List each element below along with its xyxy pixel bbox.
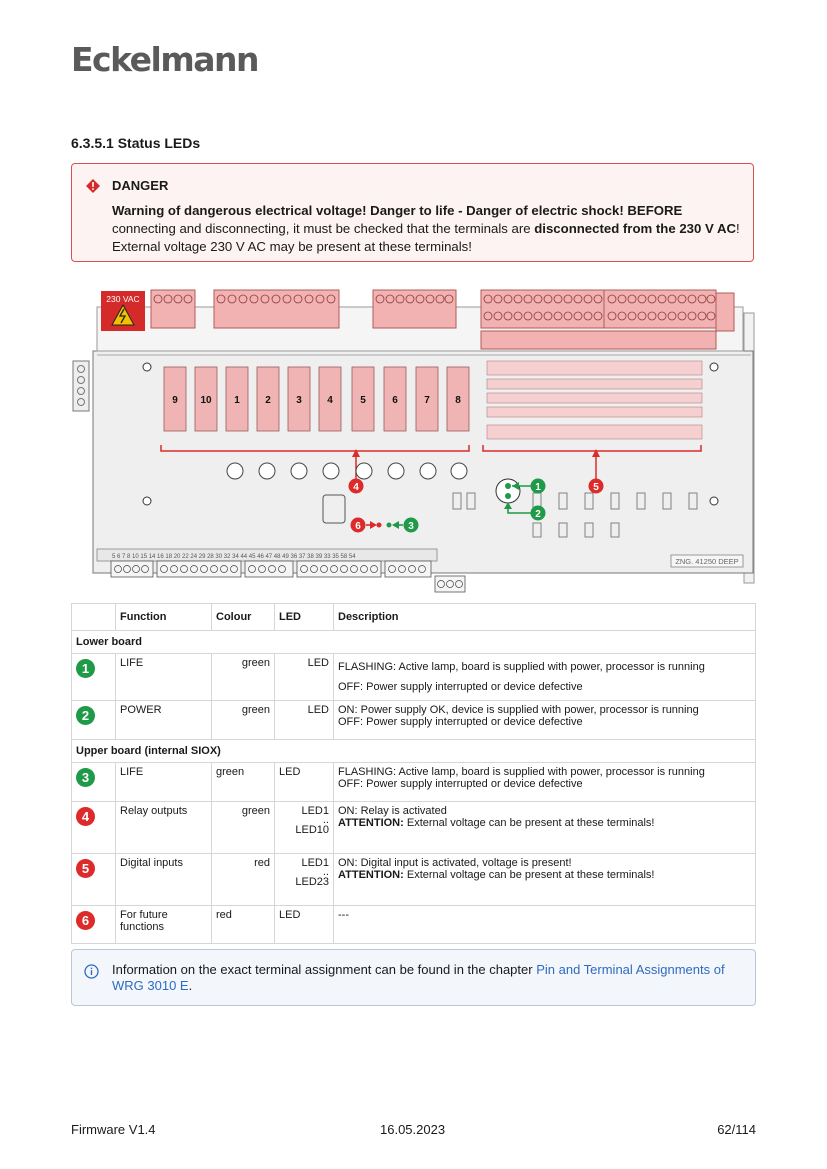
description-cell <box>334 802 756 854</box>
description-line-2: External voltage can be present at these terminals! <box>403 817 655 829</box>
colour-cell: red <box>212 854 275 906</box>
section-row-lower-board <box>72 631 756 654</box>
badge-2: 2 <box>76 706 95 725</box>
attention-label: ATTENTION: <box>338 817 404 829</box>
description-line-1: ON: Power supply OK, device is supplied with power, processor is running <box>338 704 699 716</box>
danger-warning-icon <box>86 179 100 193</box>
relay-number-9: 9 <box>172 395 178 406</box>
relay-number-8: 8 <box>455 395 461 406</box>
led-range-end: LED10 <box>295 824 329 836</box>
function-cell: Digital inputs <box>116 854 212 906</box>
section-upper-board: Upper board (internal SIOX) <box>72 740 756 763</box>
colour-cell: red <box>212 906 275 944</box>
table-row <box>72 654 756 701</box>
danger-box <box>71 163 754 262</box>
description-line-2: OFF: Power supply interrupted or device defective <box>338 716 583 728</box>
table-row <box>72 763 756 802</box>
function-cell: POWER <box>116 701 212 740</box>
badge-4: 4 <box>76 807 95 826</box>
danger-text-2: connecting and disconnecting, it must be checked that the terminals are <box>112 221 535 236</box>
description-line-1: ON: Relay is activated <box>338 805 447 817</box>
callout-5: 5 <box>593 482 599 493</box>
danger-text-bold-3: disconnected from the 230 V AC <box>534 221 737 236</box>
callout-6: 6 <box>355 521 361 532</box>
led-cell: LED <box>275 701 334 740</box>
description-cell <box>334 654 756 701</box>
section-heading: 6.3.5.1 Status LEDs <box>71 135 201 151</box>
relay-number-7: 7 <box>424 395 430 406</box>
section-row-upper-board <box>72 740 756 763</box>
relay-number-6: 6 <box>392 395 398 406</box>
terminal-numbers: 5 6 7 8 10 15 14 16 18 20 22 24 29 28 30 32 34 44 45 46 47 48 49 36 37 38 39 33 35 58 54 <box>112 554 356 560</box>
description-line-1: FLASHING: Active lamp, board is supplied with power, processor is running <box>338 661 705 673</box>
function-cell: Relay outputs <box>116 802 212 854</box>
relay-number-5: 5 <box>360 395 366 406</box>
footer-date: 16.05.2023 <box>380 1122 446 1137</box>
callout-3: 3 <box>408 521 414 532</box>
badge-3: 3 <box>76 768 95 787</box>
description-line-2: OFF: Power supply interrupted or device defective <box>338 778 583 790</box>
table-row <box>72 906 756 944</box>
description-cell <box>334 854 756 906</box>
led-cell: LED <box>275 763 334 802</box>
callout-4: 4 <box>353 482 359 493</box>
status-led-table <box>71 603 756 944</box>
col-description-header: Description <box>334 604 756 631</box>
description-line-2: OFF: Power supply interrupted or device defective <box>338 681 583 693</box>
row-number-cell <box>72 906 116 944</box>
col-number-header <box>72 604 116 631</box>
row-number-cell <box>72 802 116 854</box>
danger-title: DANGER <box>112 178 169 193</box>
danger-text <box>112 202 742 256</box>
relay-number-4: 4 <box>327 395 333 406</box>
led-cell: LED <box>275 654 334 701</box>
table-header-row <box>72 604 756 631</box>
info-text-body: Information on the exact terminal assignment can be found in the chapter <box>112 962 537 977</box>
footer-firmware: Firmware V1.4 <box>71 1122 156 1137</box>
callout-2: 2 <box>535 509 541 520</box>
description-cell <box>334 701 756 740</box>
eckelmann-logo: Eckelmann <box>71 40 258 79</box>
row-number-cell <box>72 701 116 740</box>
description-cell: --- <box>334 906 756 944</box>
section-lower-board: Lower board <box>72 631 756 654</box>
table-row <box>72 701 756 740</box>
led-cell <box>275 802 334 854</box>
description-line-1: ON: Digital input is activated, voltage is present! <box>338 857 572 869</box>
led-cell: LED <box>275 906 334 944</box>
row-number-cell <box>72 654 116 701</box>
function-cell: LIFE <box>116 654 212 701</box>
info-icon <box>84 964 99 979</box>
table-row <box>72 854 756 906</box>
description-line-2: External voltage can be present at these terminals! <box>403 869 655 881</box>
relay-number-2: 2 <box>265 395 271 406</box>
info-box <box>71 949 756 1006</box>
colour-cell: green <box>212 802 275 854</box>
table-row <box>72 802 756 854</box>
badge-5: 5 <box>76 859 95 878</box>
device-illustration <box>71 283 756 598</box>
part-number: ZNG. 41250 DEEP <box>675 557 739 566</box>
led-range-start: LED1 <box>301 857 329 869</box>
colour-cell: green <box>212 701 275 740</box>
info-text-end: . <box>188 978 193 993</box>
footer-page-number: 62/114 <box>717 1122 756 1137</box>
colour-cell: green <box>212 654 275 701</box>
badge-1: 1 <box>76 659 95 678</box>
callout-1: 1 <box>535 482 541 493</box>
voltage-label: 230 VAC <box>106 294 140 304</box>
description-cell <box>334 763 756 802</box>
led-range-dots: .. <box>322 814 329 826</box>
terminal-assignment-link[interactable]: Pin and Terminal Assignments of WRG 3010 E <box>112 962 725 993</box>
col-led-header: LED <box>275 604 334 631</box>
col-colour-header: Colour <box>212 604 275 631</box>
led-range-end: LED23 <box>295 876 329 888</box>
danger-text-4: ! External voltage 230 V AC may be present at these terminals! <box>112 221 740 254</box>
attention-label: ATTENTION: <box>338 869 404 881</box>
led-cell <box>275 854 334 906</box>
danger-text-bold-1: Warning of dangerous electrical voltage! Danger to life - Danger of electric shock! BEFORE <box>112 203 683 218</box>
row-number-cell <box>72 854 116 906</box>
led-range-start: LED1 <box>301 805 329 817</box>
colour-cell: green <box>212 763 275 802</box>
badge-6: 6 <box>76 911 95 930</box>
function-cell: LIFE <box>116 763 212 802</box>
led-range-dots: .. <box>322 866 329 878</box>
relay-number-1: 1 <box>234 395 240 406</box>
relay-number-3: 3 <box>296 395 302 406</box>
description-line-1: FLASHING: Active lamp, board is supplied with power, processor is running <box>338 766 705 778</box>
function-cell: For future functions <box>116 906 212 944</box>
relay-number-10: 10 <box>200 395 212 406</box>
row-number-cell <box>72 763 116 802</box>
col-function-header: Function <box>116 604 212 631</box>
info-text <box>112 962 732 994</box>
